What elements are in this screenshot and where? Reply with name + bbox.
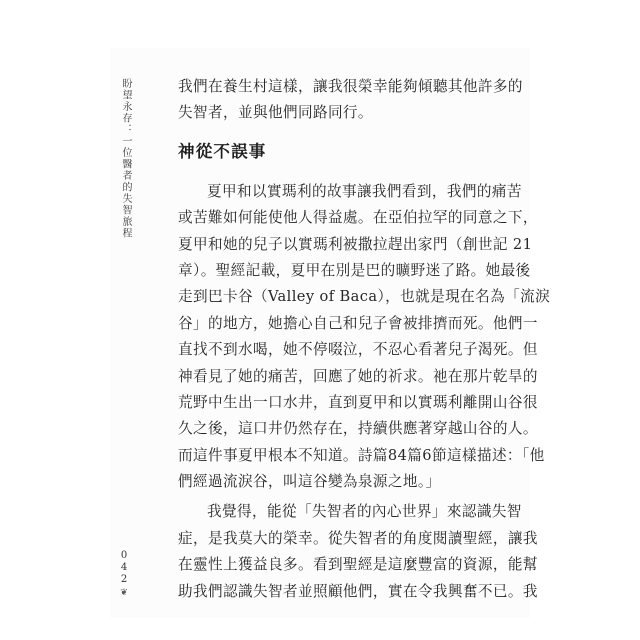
- text-line: 而這件事夏甲根本不知道。詩篇84篇6節這樣描述：「他: [178, 446, 545, 464]
- paragraph-intro: [178, 74, 523, 127]
- running-head: 盼望永存：一位醫者的失智旅程: [120, 78, 131, 239]
- text-line: 我們在養生村這樣，讓我很榮幸能夠傾聽其他許多的: [178, 78, 523, 95]
- paragraph-reflection: [178, 499, 538, 605]
- page-number-digit: 4: [120, 562, 128, 573]
- text-line: 我覺得，能從「失智者的內心世界」來認識失智: [207, 503, 522, 521]
- text-line: 谷」的地方，她擔心自己和兒子會被排擠而死。他們一: [178, 314, 538, 332]
- text-line: 荒野中生出一口水井，直到夏甲和以實瑪利離開山谷很: [178, 393, 538, 411]
- page-number-digit: 2: [120, 574, 128, 585]
- text-line: 們經過流淚谷，叫這谷變為泉源之地。」: [178, 473, 441, 491]
- text-line: 走到巴卡谷（Valley of Baca），也就是現在名為「流淚: [178, 288, 551, 306]
- text-line: 章）。聖經記載，夏甲在別是巴的曠野迷了路。她最後: [178, 261, 531, 279]
- text-line: 直找不到水喝，她不停啜泣，不忍心看著兒子渴死。但: [178, 341, 538, 359]
- text-line: 失智者，並與他們同路同行。: [178, 104, 373, 122]
- section-heading: 神從不誤事: [178, 141, 267, 161]
- leaf-ornament-icon: ❦: [120, 588, 128, 598]
- body-text: [178, 74, 551, 605]
- text-line: 久之後，這口井仍然存在，持續供應著穿越山谷的人。: [178, 420, 538, 438]
- page-number: [116, 550, 132, 599]
- text-line: 夏甲和以實瑪利的故事讓我們看到，我們的痛苦: [207, 182, 522, 200]
- text-line: 神看見了她的痛苦，回應了她的祈求。祂在那片乾旱的: [178, 367, 538, 385]
- text-line: 症，是我莫大的榮幸。從失智者的角度閱讀聖經，讓我: [178, 529, 538, 547]
- text-line: 助我們認識失智者並照顧他們，實在令我興奮不已。我: [178, 582, 538, 600]
- page-number-digit: 0: [120, 550, 128, 561]
- text-line: 夏甲和她的兒子以實瑪利被撒拉趕出家門（創世記 21: [178, 235, 533, 253]
- text-line: 在靈性上獲益良多。看到聖經是這麼豐富的資源，能幫: [178, 556, 538, 574]
- text-line: 或苦難如何能使他人得益處。在亞伯拉罕的同意之下，: [178, 209, 538, 227]
- paragraph-hagar: [178, 179, 551, 496]
